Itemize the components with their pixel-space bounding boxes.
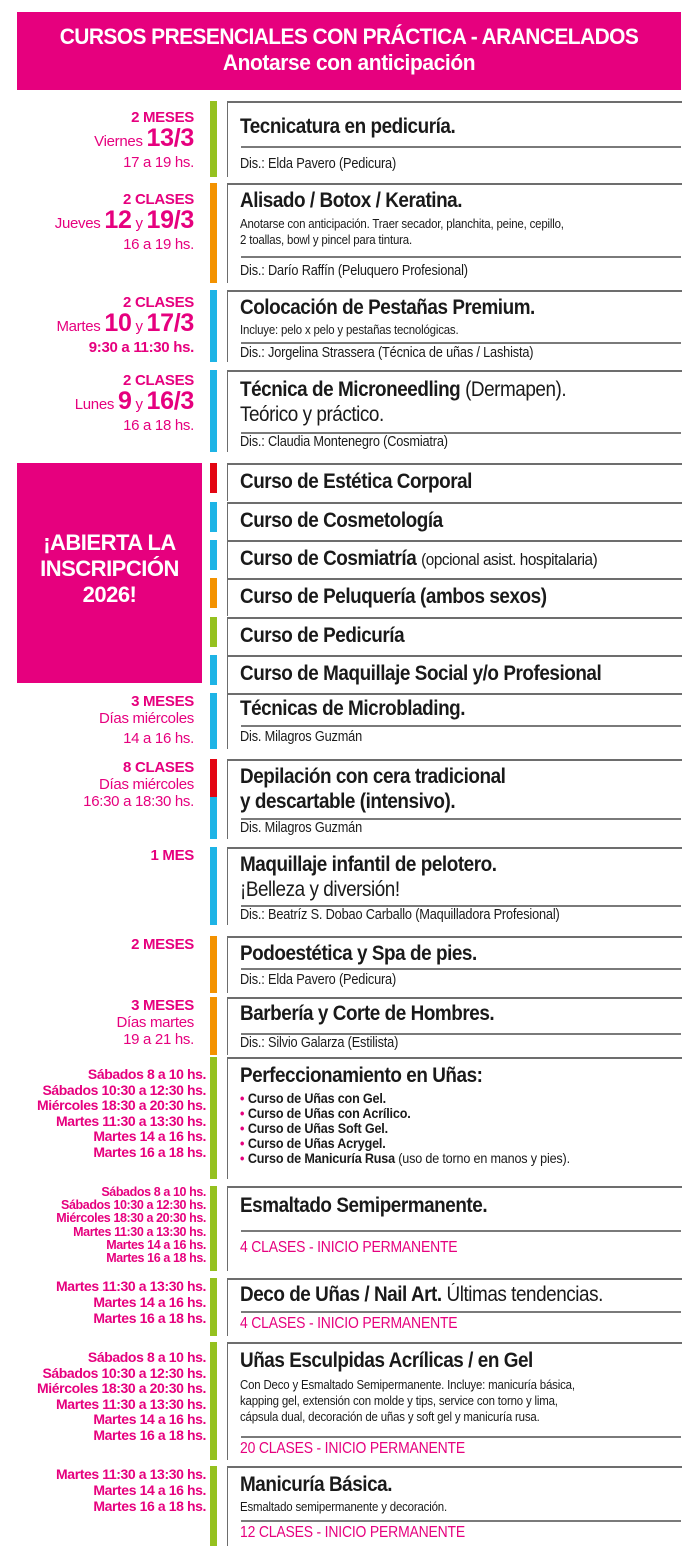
course-schedule (56, 1186, 206, 1265)
course-schedule (83, 759, 194, 810)
course-title-extra: (opcional asist. hospitalaria) (421, 550, 598, 569)
divider (241, 342, 681, 344)
course-title: Perfeccionamiento en Uñas: (240, 1064, 483, 1087)
course-list (240, 1091, 570, 1166)
course-teacher: Dis. Milagros Guzmán (240, 820, 362, 836)
schedule-line: Martes 11:30 a 13:30 hs. (73, 1224, 206, 1239)
enrollment-course (0, 463, 700, 501)
course-duration: 3 MESES (131, 997, 194, 1014)
course-title: Manicuría Básica. (240, 1473, 393, 1496)
enrollment-course (0, 502, 700, 540)
schedule-line: Martes 16 a 18 hs. (93, 1498, 206, 1514)
color-bar (210, 290, 217, 362)
course-date: 17/3 (146, 309, 194, 337)
course-title (240, 1283, 603, 1307)
course-hours: 16 a 18 hs. (123, 417, 194, 434)
date-connector: y (135, 396, 143, 413)
list-item (240, 1136, 570, 1151)
color-bar (210, 370, 217, 452)
enrollment-course (0, 578, 700, 616)
list-item (240, 1091, 570, 1106)
course-schedule (37, 1067, 206, 1160)
course-hours: 16 a 19 hs. (123, 236, 194, 253)
color-bar (210, 655, 217, 685)
course-schedule (56, 1278, 206, 1326)
course-alisado (0, 183, 700, 283)
course-title: Curso de Estética Corporal (240, 470, 472, 493)
course-day: Martes (56, 318, 101, 335)
color-bar (210, 1057, 217, 1179)
course-title-main: Deco de Uñas / Nail Art. (240, 1283, 442, 1306)
course-day: Lunes (74, 396, 115, 413)
enrollment-course (0, 617, 700, 655)
course-title: Podoestética y Spa de pies. (240, 942, 477, 965)
schedule-line: Martes 16 a 18 hs. (93, 1143, 206, 1160)
header-subtitle: Anotarse con anticipación (222, 50, 476, 75)
schedule-line: Martes 16 a 18 hs. (93, 1426, 206, 1443)
divider (241, 1311, 681, 1313)
course-date: 13/3 (146, 124, 194, 152)
schedule-line: Miércoles 18:30 a 20:30 hs. (56, 1211, 206, 1226)
schedule-line: Sábados 10:30 a 12:30 hs. (61, 1198, 206, 1213)
bullet-icon: • (240, 1120, 245, 1136)
course-title: Curso de Pedicuría (240, 624, 405, 647)
course-schedule (56, 1466, 206, 1514)
divider (241, 146, 681, 148)
course-description: Anotarse con anticipación. Traer secador, planchita, peine, cepillo, (240, 216, 564, 231)
schedule-line: Miércoles 18:30 a 20:30 hs. (37, 1097, 206, 1113)
course-schedule (150, 847, 194, 864)
list-item-text: Curso de Uñas con Acrílico. (247, 1105, 411, 1121)
course-days: Días martes (116, 1014, 194, 1031)
course-title (240, 547, 597, 571)
banner-line: 2026! (82, 582, 137, 607)
course-date: 10 (104, 309, 132, 337)
bullet-icon: • (240, 1105, 245, 1121)
course-date: 19/3 (146, 206, 194, 234)
date-connector: y (135, 215, 143, 232)
color-bar (210, 997, 217, 1055)
list-item (240, 1106, 570, 1121)
course-days: Días miércoles (99, 710, 194, 727)
course-teacher: Dis.: Elda Pavero (Pedicura) (240, 972, 397, 988)
course-teacher: Dis.: Jorgelina Strassera (Técnica de uñas / Lashista) (240, 345, 534, 361)
bullet-icon: • (240, 1090, 245, 1106)
course-duration: 2 CLASES (123, 372, 194, 389)
schedule-line: Miércoles 18:30 a 20:30 hs. (37, 1380, 206, 1396)
list-item-text: Curso de Uñas con Gel. (247, 1090, 387, 1106)
list-item (240, 1151, 570, 1166)
course-date: 12 (104, 206, 132, 234)
course-description: Esmaltado semipermanente y decoración. (240, 1499, 447, 1514)
course-title: Colocación de Pestañas Premium. (240, 296, 535, 319)
course-unas-esculpidas (0, 1342, 700, 1460)
course-description: cápsula dual, decoración de uñas y soft gel y manicuría rusa. (240, 1409, 540, 1424)
course-description: kapping gel, extensión con molde y tips, service con torno y lima, (240, 1393, 558, 1408)
schedule-line: Martes 14 a 16 hs. (106, 1237, 206, 1252)
course-duration: 2 MESES (131, 936, 194, 953)
list-item-extra: (uso de torno en manos y pies). (398, 1150, 570, 1166)
course-schedule (99, 693, 194, 747)
banner-line: INSCRIPCIÓN (40, 556, 179, 581)
course-classes: 4 CLASES - INICIO PERMANENTE (240, 1239, 458, 1256)
course-hours: 17 a 19 hs. (123, 154, 194, 171)
course-title: Técnicas de Microblading. (240, 697, 466, 720)
schedule-line: Martes 11:30 a 13:30 hs. (56, 1278, 206, 1294)
course-teacher: Dis.: Beatríz S. Dobao Carballo (Maquilladora Profesional) (240, 907, 560, 923)
course-schedule (116, 997, 194, 1048)
course-classes: 4 CLASES - INICIO PERMANENTE (240, 1315, 458, 1332)
color-bar (210, 797, 217, 839)
schedule-line: Sábados 10:30 a 12:30 hs. (42, 1081, 206, 1098)
course-maquillaje-infantil (0, 847, 700, 925)
course-tecnicatura (0, 101, 700, 177)
course-microblading (0, 693, 700, 749)
course-duration: 1 MES (150, 847, 194, 864)
list-item (240, 1121, 570, 1136)
course-schedule (55, 191, 194, 253)
course-classes: 12 CLASES - INICIO PERMANENTE (240, 1524, 466, 1541)
course-date: 9 (117, 387, 132, 415)
schedule-line: Sábados 10:30 a 12:30 hs. (42, 1364, 206, 1381)
color-bar (210, 1278, 217, 1336)
color-bar (210, 693, 217, 749)
enrollment-course (0, 655, 700, 693)
divider (241, 1520, 681, 1522)
course-days: Días miércoles (99, 776, 194, 793)
color-bar (210, 617, 217, 647)
course-title-extra: (Dermapen). (465, 378, 567, 401)
color-bar (210, 847, 217, 925)
course-title: Depilación con cera tradicional (240, 765, 506, 788)
course-hours: 14 a 16 hs. (123, 730, 194, 747)
course-description: 2 toallas, bowl y pincel para tintura. (240, 232, 413, 247)
color-bar (210, 1466, 217, 1546)
course-duration: 8 CLASES (123, 759, 194, 776)
list-item-text: Curso de Uñas Acrygel. (247, 1135, 386, 1151)
course-pestanas (0, 290, 700, 362)
course-duration: 3 MESES (131, 693, 194, 710)
divider (241, 1230, 681, 1232)
course-title: Esmaltado Semipermanente. (240, 1194, 488, 1217)
course-day: Jueves (54, 215, 101, 232)
schedule-line: Martes 14 a 16 hs. (93, 1482, 206, 1498)
page-header (17, 12, 681, 90)
list-item-text: Curso de Uñas Soft Gel. (247, 1120, 388, 1136)
schedule-line: Martes 11:30 a 13:30 hs. (56, 1112, 206, 1129)
course-description: Con Deco y Esmaltado Semipermanente. Incluye: manicuría básica, (240, 1377, 575, 1392)
color-bar (210, 183, 217, 283)
course-barberia (0, 997, 700, 1055)
schedule-line: Martes 16 a 18 hs. (106, 1251, 206, 1266)
course-title: Alisado / Botox / Keratina. (240, 189, 463, 212)
course-title-main: Técnica de Microneedling (240, 378, 461, 401)
course-classes: 20 CLASES - INICIO PERMANENTE (240, 1440, 466, 1457)
course-title: Maquillaje infantil de pelotero. (240, 853, 497, 876)
schedule-line: Martes 16 a 18 hs. (93, 1310, 206, 1326)
schedule-line: Sábados 8 a 10 hs. (87, 1066, 206, 1082)
schedule-line: Martes 11:30 a 13:30 hs. (56, 1466, 206, 1482)
course-duration: 2 CLASES (123, 191, 194, 208)
course-hours: 19 a 21 hs. (123, 1031, 194, 1048)
course-teacher: Dis.: Claudia Montenegro (Cosmiatra) (240, 434, 448, 450)
course-subtitle: Teórico y práctico. (240, 403, 384, 426)
color-bar (210, 1342, 217, 1460)
course-hours: 9:30 a 11:30 hs. (88, 339, 194, 356)
color-bar (210, 936, 217, 993)
course-hours: 16:30 a 18:30 hs. (83, 793, 194, 810)
schedule-line: Sábados 8 a 10 hs. (101, 1185, 206, 1199)
course-day: Viernes (94, 133, 143, 150)
schedule-line: Martes 14 a 16 hs. (93, 1411, 206, 1427)
course-schedule (131, 936, 194, 953)
list-item-text: Curso de Manicuría Rusa (247, 1150, 395, 1166)
course-schedule (75, 372, 194, 434)
course-title: Curso de Peluquería (ambos sexos) (240, 585, 547, 608)
course-perfeccionamiento-unas (0, 1057, 700, 1179)
color-bar (210, 502, 217, 532)
course-depilacion (0, 759, 700, 839)
course-title: Uñas Esculpidas Acrílicas / en Gel (240, 1349, 533, 1372)
header-title: CURSOS PRESENCIALES CON PRÁCTICA - ARANCELADOS (59, 24, 639, 49)
course-title: Curso de Maquillaje Social y/o Profesional (240, 662, 602, 685)
course-title-line2: y descartable (intensivo). (240, 790, 456, 813)
course-teacher: Dis. Milagros Guzmán (240, 729, 362, 745)
course-title-main: Curso de Cosmiatría (240, 547, 417, 570)
course-title (240, 378, 566, 402)
course-duration: 2 CLASES (123, 294, 194, 311)
banner-line: ¡ABIERTA LA (43, 530, 176, 555)
color-bar (210, 101, 217, 177)
course-teacher: Dis.: Silvio Galarza (Estilista) (240, 1035, 399, 1051)
schedule-line: Sábados 8 a 10 hs. (87, 1349, 206, 1365)
schedule-line: Martes 14 a 16 hs. (93, 1294, 206, 1310)
color-bar (210, 540, 217, 570)
color-bar (210, 1186, 217, 1271)
course-title-extra: Últimas tendencias. (446, 1283, 603, 1306)
course-title: Barbería y Corte de Hombres. (240, 1002, 495, 1025)
course-manicuria-basica (0, 1466, 700, 1546)
divider (241, 725, 681, 727)
course-subtitle: ¡Belleza y diversión! (240, 878, 400, 901)
course-date: 16/3 (146, 387, 194, 415)
color-bar (210, 759, 217, 797)
course-title: Curso de Cosmetología (240, 509, 443, 532)
course-deco-unas (0, 1278, 700, 1336)
course-duration: 2 MESES (131, 109, 194, 126)
course-esmaltado (0, 1186, 700, 1271)
course-teacher: Dis.: Darío Raffín (Peluquero Profesional) (240, 263, 468, 279)
course-schedule (37, 1350, 206, 1443)
divider (241, 256, 681, 258)
course-schedule (94, 109, 194, 171)
course-description: Incluye: pelo x pelo y pestañas tecnológicas. (240, 322, 459, 337)
course-schedule (56, 294, 194, 356)
course-microneedling (0, 370, 700, 452)
course-podoestetica (0, 936, 700, 993)
course-title: Tecnicatura en pedicuría. (240, 115, 456, 138)
course-teacher: Dis.: Elda Pavero (Pedicura) (240, 156, 397, 172)
color-bar (210, 463, 217, 493)
bullet-icon: • (240, 1135, 245, 1151)
enrollment-course (0, 540, 700, 578)
divider (241, 1436, 681, 1438)
schedule-line: Martes 14 a 16 hs. (93, 1128, 206, 1144)
date-connector: y (135, 318, 143, 335)
bullet-icon: • (240, 1150, 245, 1166)
schedule-line: Martes 11:30 a 13:30 hs. (56, 1395, 206, 1412)
color-bar (210, 578, 217, 608)
divider (241, 968, 681, 970)
